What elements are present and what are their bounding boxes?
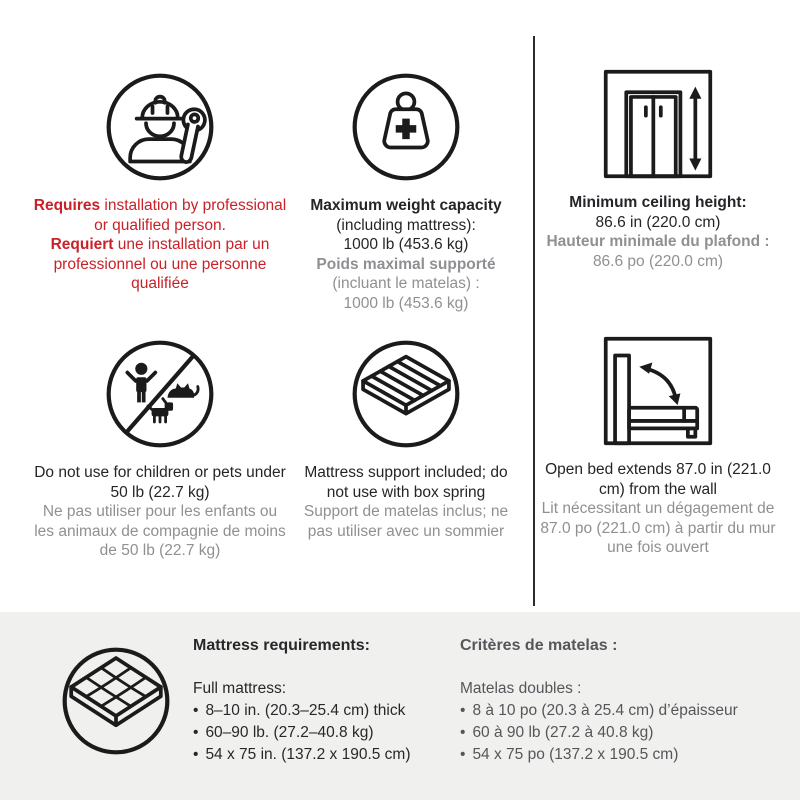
mattress-req-fr-bullet-2: • 60 à 90 lb (27.2 à 40.8 kg)	[460, 722, 790, 744]
children-pets-text-fr: Ne pas utiliser pour les enfants ou les animaux de compagnie de moins de 50 lb (22.7 kg)	[34, 503, 286, 559]
installation-en-rest: installation by professional or qualified person.	[94, 197, 287, 234]
ceiling-fr-title: Hauteur minimale du plafond :	[546, 233, 770, 250]
mattress-req-title-en: Mattress requirements:	[193, 637, 370, 654]
open-bed-text-en: Open bed extends 87.0 in (221.0 cm) from the wall	[545, 461, 771, 498]
mattress-support-slats-icon	[350, 338, 462, 450]
installation-text-en	[33, 196, 287, 235]
open-bed-clearance-icon	[602, 335, 714, 447]
ceiling-height-block	[537, 68, 779, 271]
ceiling-height-icon	[602, 68, 714, 180]
installation-requirement-block	[33, 71, 287, 294]
mattress-req-fr-bullet-3: • 54 x 75 po (137.2 x 190.5 cm)	[460, 744, 790, 766]
max-weight-block	[294, 71, 518, 313]
vertical-divider	[533, 36, 535, 606]
no-children-pets-icon	[104, 338, 216, 450]
mattress-req-en-bullet-2: • 60–90 lb. (27.2–40.8 kg)	[193, 722, 463, 744]
ceiling-en-title: Minimum ceiling height:	[569, 194, 747, 211]
ceiling-en-value: 86.6 in (220.0 cm)	[595, 213, 721, 231]
worker-wrench-icon	[104, 71, 216, 183]
mattress-support-text-en: Mattress support included; do not use with box spring	[304, 464, 508, 501]
mattress-req-en-bullet-3: • 54 x 75 in. (137.2 x 190.5 cm)	[193, 744, 463, 766]
weight-fr-title: Poids maximal supporté	[316, 255, 496, 273]
weight-plus-icon	[350, 71, 462, 183]
mattress-requirements-en	[193, 636, 463, 766]
mattress-icon	[60, 645, 172, 757]
weight-en-line3: 1000 lb (453.6 kg)	[343, 236, 469, 253]
installation-fr-rest: une installation par un professionnel ou une personne qualifiée	[53, 236, 270, 292]
no-children-pets-block	[33, 338, 287, 561]
weight-fr-line3: 1000 lb (453.6 kg)	[343, 294, 469, 312]
installation-en-keyword: Requires	[33, 197, 101, 214]
mattress-req-fr-bullet-1: • 8 à 10 po (20.3 à 25.4 cm) d’épaisseur	[460, 700, 790, 722]
weight-fr-line2: (incluant le matelas) :	[332, 275, 480, 292]
mattress-support-text-fr: Support de matelas inclus; ne pas utiliser avec un sommier	[303, 503, 509, 540]
weight-en-title: Maximum weight capacity	[310, 197, 502, 214]
mattress-req-subtitle-en: Full mattress:	[193, 680, 287, 697]
children-pets-text-en: Do not use for children or pets under 50 lb (22.7 kg)	[34, 464, 286, 501]
mattress-req-en-bullet-1: • 8–10 in. (20.3–25.4 cm) thick	[193, 700, 463, 722]
installation-fr-keyword: Requiert	[50, 236, 114, 253]
mattress-requirements-fr	[460, 636, 790, 766]
mattress-req-subtitle-fr: Matelas doubles :	[460, 680, 582, 697]
mattress-requirements-panel	[0, 612, 800, 800]
open-bed-clearance-block	[537, 335, 779, 558]
mattress-req-title-fr: Critères de matelas :	[460, 637, 618, 654]
ceiling-fr-value: 86.6 po (220.0 cm)	[592, 252, 724, 270]
mattress-req-list-fr	[460, 700, 790, 766]
weight-en-line2: (including mattress):	[336, 216, 476, 234]
mattress-support-block	[292, 338, 520, 541]
open-bed-text-fr: Lit nécessitant un dégagement de 87.0 po (221.0 cm) à partir du mur une fois ouvert	[540, 500, 776, 556]
mattress-req-list-en	[193, 700, 463, 766]
installation-text-fr	[33, 235, 287, 294]
